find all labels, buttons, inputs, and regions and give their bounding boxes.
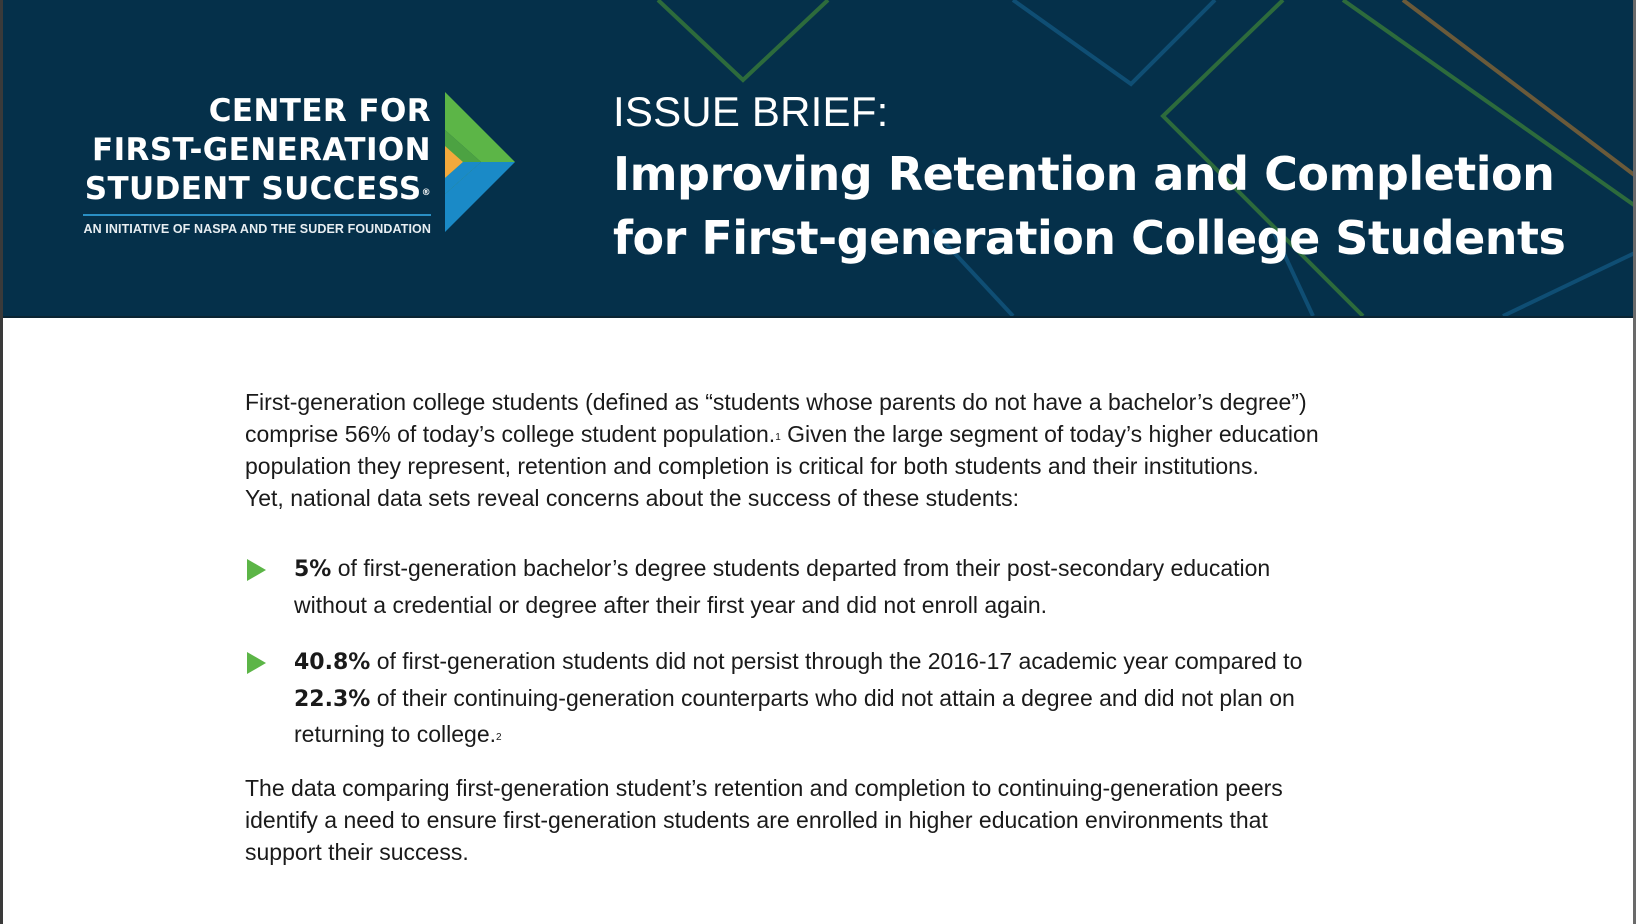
bullet-item bbox=[245, 551, 1375, 622]
bullet-line-1: of first-generation students did not persist through the 2016-17 academic year compared to bbox=[370, 648, 1303, 674]
bullet-line-1: of first-generation bachelor’s degree students departed from their post-secondary education bbox=[331, 555, 1271, 581]
cfgss-logo[interactable] bbox=[83, 92, 521, 242]
intro-line-2a: comprise 56% of today’s college student population. bbox=[245, 421, 776, 447]
page-title bbox=[613, 142, 1565, 270]
bullet-line-2: without a credential or degree after their first year and did not enroll again. bbox=[294, 591, 1048, 618]
title-line-1: Improving Retention and Completion bbox=[613, 147, 1555, 201]
registered-mark: ® bbox=[421, 188, 431, 198]
stat-value: 40.8% bbox=[294, 650, 371, 675]
intro-paragraph bbox=[245, 386, 1375, 514]
logo-wordmark bbox=[83, 92, 431, 236]
stat-value: 5% bbox=[294, 557, 332, 582]
chevron-arrow-logo-icon bbox=[445, 92, 515, 232]
footnote-ref-2[interactable]: 2 bbox=[496, 732, 502, 743]
bullet-text bbox=[294, 648, 1302, 747]
closing-paragraph bbox=[245, 772, 1375, 868]
closing-line-1: The data comparing first-generation student’s retention and completion to continuing-generation peers bbox=[245, 774, 1283, 801]
logo-line-3 bbox=[83, 170, 431, 209]
logo-rule bbox=[83, 214, 431, 216]
closing-line-2: identify a need to ensure first-generation students are enrolled in higher education environments that bbox=[245, 806, 1268, 833]
intro-line-4: Yet, national data sets reveal concerns about the success of these students: bbox=[245, 485, 1019, 511]
triangle-bullet-icon bbox=[247, 559, 266, 581]
footnote-ref-1[interactable]: 1 bbox=[775, 432, 781, 443]
stat-bullet-list bbox=[245, 551, 1375, 752]
bullet-item bbox=[245, 644, 1375, 752]
bullet-line-2: of their continuing-generation counterparts who did not attain a degree and did not plan on bbox=[370, 684, 1295, 711]
logo-line-1: CENTER FOR bbox=[208, 93, 431, 129]
intro-line-3: population they represent, retention and completion is critical for both students and their institutions. bbox=[245, 453, 1259, 479]
intro-line-2b: Given the large segment of today’s higher education bbox=[780, 421, 1319, 447]
triangle-bullet-icon bbox=[247, 652, 266, 674]
issue-brief-label: ISSUE BRIEF: bbox=[613, 88, 889, 135]
closing-line-3: support their success. bbox=[245, 838, 469, 865]
intro-line-1: First-generation college students (defined as “students whose parents do not have a bachelor’s degree”) bbox=[245, 389, 1307, 415]
stat-value-2: 22.3% bbox=[294, 686, 371, 712]
bullet-line-3: returning to college. bbox=[294, 721, 497, 747]
logo-tagline: AN INITIATIVE OF NASPA AND THE SUDER FOUNDATION bbox=[83, 222, 431, 236]
title-line-2: for First-generation College Students bbox=[613, 211, 1566, 265]
bullet-text bbox=[294, 555, 1270, 618]
logo-line-2: FIRST-GENERATION bbox=[92, 132, 431, 168]
brief-body bbox=[245, 386, 1375, 868]
logo-line-3-text: STUDENT SUCCESS bbox=[84, 171, 422, 207]
header-banner bbox=[3, 0, 1633, 318]
